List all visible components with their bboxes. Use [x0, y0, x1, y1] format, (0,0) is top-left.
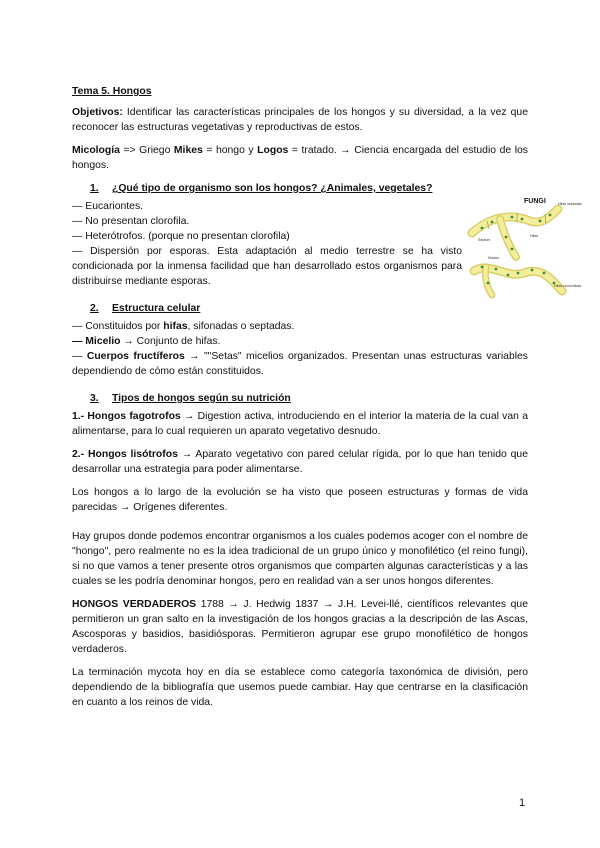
text: → Conjunto de hifas. — [120, 336, 221, 347]
section-1-heading — [72, 181, 528, 196]
section-1-list — [72, 199, 462, 289]
objetivos-paragraph — [72, 105, 528, 135]
mikes-term: Mikes — [173, 145, 203, 156]
micelio-term: — Micelio — [72, 336, 121, 347]
section-2-number: 2. — [90, 303, 99, 314]
micologia-term: Micología — [72, 145, 120, 156]
document-page — [72, 84, 528, 718]
list-item — [72, 349, 528, 379]
section-1-title: ¿Qué tipo de organismo son los hongos? ¿Animales, vegetales? — [112, 183, 433, 194]
lisotrofos-term: 2.- Hongos lisótrofos — [72, 449, 178, 460]
section-2-heading — [72, 301, 528, 316]
section-3-title: Tipos de hongos según su nutrición — [112, 393, 291, 404]
document-title: Tema 5. Hongos — [72, 86, 152, 97]
text: — Constituidos por — [72, 321, 164, 332]
section-3-heading — [72, 391, 528, 406]
micologia-text-2: = hongo y — [202, 145, 258, 156]
text: , sifonadas o septadas. — [187, 321, 295, 332]
list-item: — Eucariontes. — [72, 201, 144, 212]
list-item: — Heterótrofos. (porque no presentan clorofila) — [72, 231, 290, 242]
hongos-verdaderos-paragraph — [72, 597, 528, 657]
text: → Aparato vegetativo con pared celular rígida, por lo que han tenido que desarrollar una estrategia para poder alimentarse. — [72, 449, 528, 475]
evolucion-paragraph: Los hongos a lo largo de la evolución se ha visto que poseen estructuras y formas de vida parecidas → Orígenes diferentes. — [72, 487, 528, 513]
text: 1788 → J. Hedwig 1837 → J.H. Levei-llé, científicos relevantes que permitieron un gran salto en la investigación de los hongos gracias a la descripción de las Ascas, Ascosporas y basidios, basidiósporas. Permitieron agrupar ese grupo monofilético de hongos verdaderos. — [72, 599, 528, 655]
fungi-hyphae-figure — [470, 195, 582, 301]
micologia-text-1: => Griego — [119, 145, 174, 156]
cuerpos-term: Cuerpos fructíferos — [86, 351, 185, 362]
section-3-number: 3. — [90, 393, 99, 404]
section-1-number: 1. — [90, 183, 99, 194]
lisotrofos-paragraph — [72, 447, 528, 477]
micologia-text-3: = tratado. → Ciencia encargada del estudio de los hongos. — [72, 145, 528, 171]
label-hifas-septadas: Hifas septadas — [558, 202, 582, 206]
section-2-list — [72, 319, 528, 379]
list-item: — No presentan clorofila. — [72, 216, 190, 227]
section-2-title: Estructura celular — [112, 303, 201, 314]
text: → ""Setas" micelios organizados. Presentan unas estructuras variables dependiendo de cómo están constituidos. — [72, 351, 529, 377]
list-item — [72, 334, 528, 349]
grupos-paragraph: Hay grupos donde podemos encontrar organismos a los cuales podemos acoger con el nombre de "hongo", pero realmente no es la idea tradicional de un grupo único y monofilético (el reino fungi), si no que vamos a tener presente otros organismos que comparten algunas características y a las cuales se les podría denominar hongos, pero en realidad van a ser unos hongos diferentes. — [72, 531, 528, 587]
fagotrofos-paragraph — [72, 409, 528, 439]
mycota-paragraph: La terminación mycota hoy en día se establece como categoría taxonómica de división, pero dependiendo de la bibliografía que usemos puede cambiar. Hay que centrarse en la clasificación en cuanto a los reinos de vida. — [72, 667, 528, 708]
text: → Digestion activa, introduciendo en el interior la materia de la cual van a alimentarse, para lo cual requieren un aparato vegetativo desnudo. — [72, 411, 528, 437]
hongos-verdaderos-term: HONGOS VERDADEROS — [72, 599, 197, 610]
list-item — [72, 319, 528, 334]
fagotrofos-term: 1.- Hongos fagotrofos — [72, 411, 181, 422]
text: — — [72, 351, 87, 362]
label-septum: Septum — [478, 238, 491, 242]
label-nucleo: Núcleo — [488, 256, 500, 260]
figure-title: FUNGI — [524, 198, 546, 205]
logos-term: Logos — [257, 145, 289, 156]
list-item: — Dispersión por esporas. Esta adaptación al medio terrestre se ha visto condicionada por la inmensa facilidad que han desarrollado estos organismos para distribuirse mediante esporas. — [72, 246, 462, 287]
objetivos-label: Objetivos: — [72, 107, 123, 118]
micologia-paragraph — [72, 143, 528, 173]
objetivos-text: Identificar las características principales de los hongos y su diversidad, a la vez que reconocer las estructuras vegetativas y reproductivas de estos. — [72, 107, 528, 133]
hifas-term: hifas — [163, 321, 188, 332]
page-number: 1 — [519, 797, 526, 809]
label-hifas: Hifas — [530, 234, 539, 238]
label-hifas-cenociticas: Hifas cenocíticas — [554, 284, 582, 288]
